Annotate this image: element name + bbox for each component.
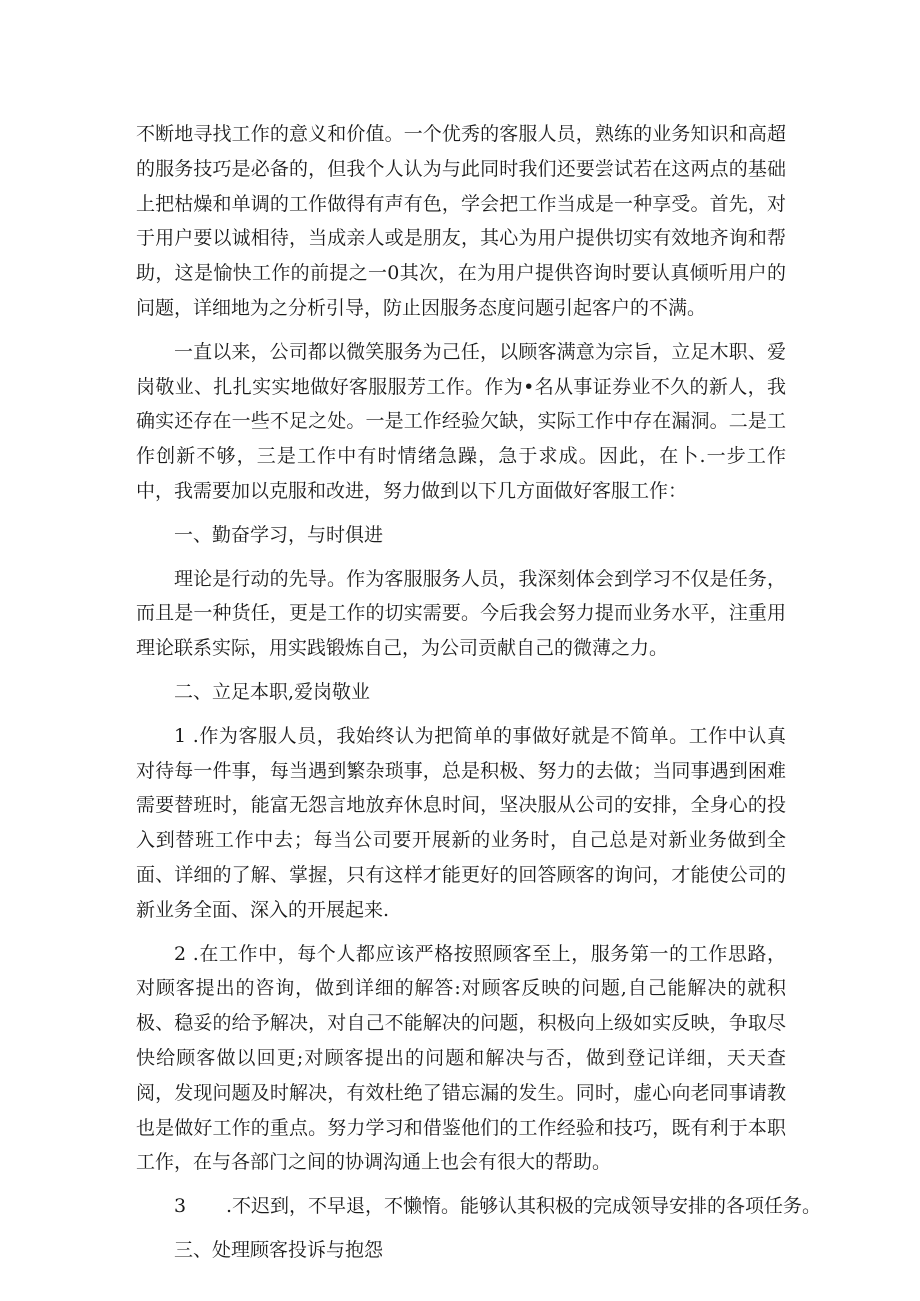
list-item-3 [136, 1189, 822, 1224]
paragraph-meaning-of-work: 不断地寻找工作的意义和价值。一个优秀的客服人员，熟练的业务知识和高超的服务技巧是必备的，但我个人认为与此同时我们还要尝试若在这两点的基础上把枯燥和单调的工作做得有声有色，学会把工作当成是一种享受。首先，对于用户要以诚相待，当成亲人或是朋友，其心为用户提供切实有效地齐询和帮助，这是愉快工作的前提之一0其次，在为用户提供咨询时要认真倾听用户的问题，详细地为之分析引导，防止因服务态度问题引起客户的不满。 [136, 123, 786, 319]
list-item-3-text: .不迟到，不早退，不懒惰。能够认其积极的完成领导安排的各项任务。 [226, 1195, 822, 1218]
paragraph-theory: 理论是行动的先导。作为客服服务人员，我深刻体会到学习不仅是任务，而且是一种货任，更是工作的切实需要。今后我会努力提而业务水平，注重用理论联系实际，用实践锻炼自己，为公司贡献自己的微薄之力。 [136, 567, 786, 660]
heading-dedication: 二、立足本职,爱岗敬业 [174, 680, 371, 703]
document-body [136, 117, 822, 1268]
heading-complaints: 三、处理顾客投诉与抱怨 [174, 1238, 384, 1261]
paragraph-shortcomings: 一直以来，公司都以微笑服务为己任，以顾客满意为宗旨，立足木职、爱岗敬业、扎扎实实地做好客服服芳工作。作为•名从事证券业不久的新人，我确实还存在一些不足之处。一是工作经验欠缺，实际工作中存在漏洞。二是工作创新不够，三是工作中有时情绪急躁，急于求成。因此，在卜.一步工作中，我需要加以克服和改进，努力做到以下几方面做好客服工作： [136, 340, 786, 502]
list-item-2: 2 .在工作中，每个人都应该严格按照顾客至上，服务第一的工作思路，对顾客提出的咨询，做到详细的解答:对顾客反映的问题,自己能解决的就积极、稳妥的给予解决，对自己不能解决的问题，积极向上级如实反映，争取尽快给顾客做以回更;对顾客提出的问题和解决与否，做到登记详细，天天查阅，发现问题及时解决，有效杜绝了错忘漏的发生。同时，虚心向老同事请教也是做好工作的重点。努力学习和借鉴他们的工作经验和技巧，既有利于本职工作，在与各部门之间的协调沟通上也会有很大的帮助。 [136, 942, 786, 1174]
list-item-3-number: 3 [174, 1195, 187, 1218]
heading-study: 一、勤奋学习，与时俱进 [174, 523, 384, 546]
list-item-1: 1 .作为客服人员，我始终认为把简单的事做好就是不简单。工作中认真对待每一件事，每当遇到繁杂琐事，总是积极、努力的去做；当同事遇到困难需要替班时，能富无怨言地放弃休息时间，坚决服从公司的安排，全身心的投入到替班工作中去；每当公司要开展新的业务时，自己总是对新业务做到全面、详细的了解、掌握，只有这样才能更好的回答顾客的询问，才能使公司的新业务全面、深入的开展起来. [136, 724, 786, 921]
